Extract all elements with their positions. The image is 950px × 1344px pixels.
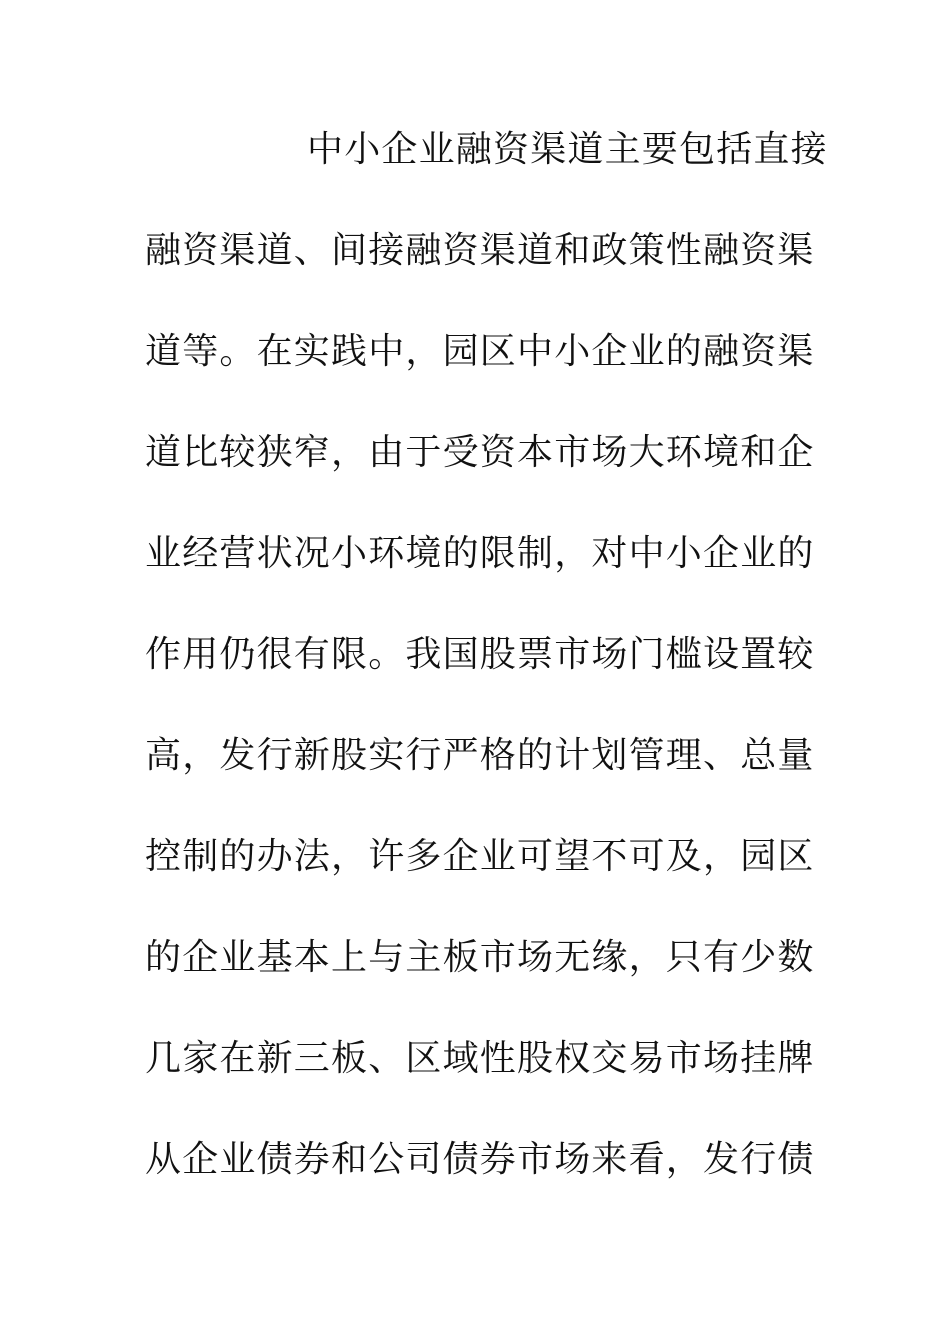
text-line-8: 控制的办法，许多企业可望不可及，园区 — [145, 836, 815, 877]
text-line-3: 道等。在实践中，园区中小企业的融资渠 — [145, 331, 815, 372]
text-line-7: 高，发行新股实行严格的计划管理、总量 — [145, 735, 815, 776]
text-line-1: 中小企业融资渠道主要包括直接 — [307, 129, 828, 170]
text-line-11: 从企业债券和公司债券市场来看，发行债 — [145, 1139, 815, 1180]
text-line-2: 融资渠道、间接融资渠道和政策性融资渠 — [145, 230, 815, 271]
text-line-10: 几家在新三板、区域性股权交易市场挂牌 — [145, 1038, 815, 1079]
text-line-6: 作用仍很有限。我国股票市场门槛设置较 — [145, 634, 815, 675]
text-line-5: 业经营状况小环境的限制，对中小企业的 — [145, 533, 815, 574]
text-line-4: 道比较狭窄，由于受资本市场大环境和企 — [145, 432, 815, 473]
body-paragraph — [145, 122, 828, 1233]
text-line-9: 的企业基本上与主板市场无缘，只有少数 — [145, 937, 815, 978]
